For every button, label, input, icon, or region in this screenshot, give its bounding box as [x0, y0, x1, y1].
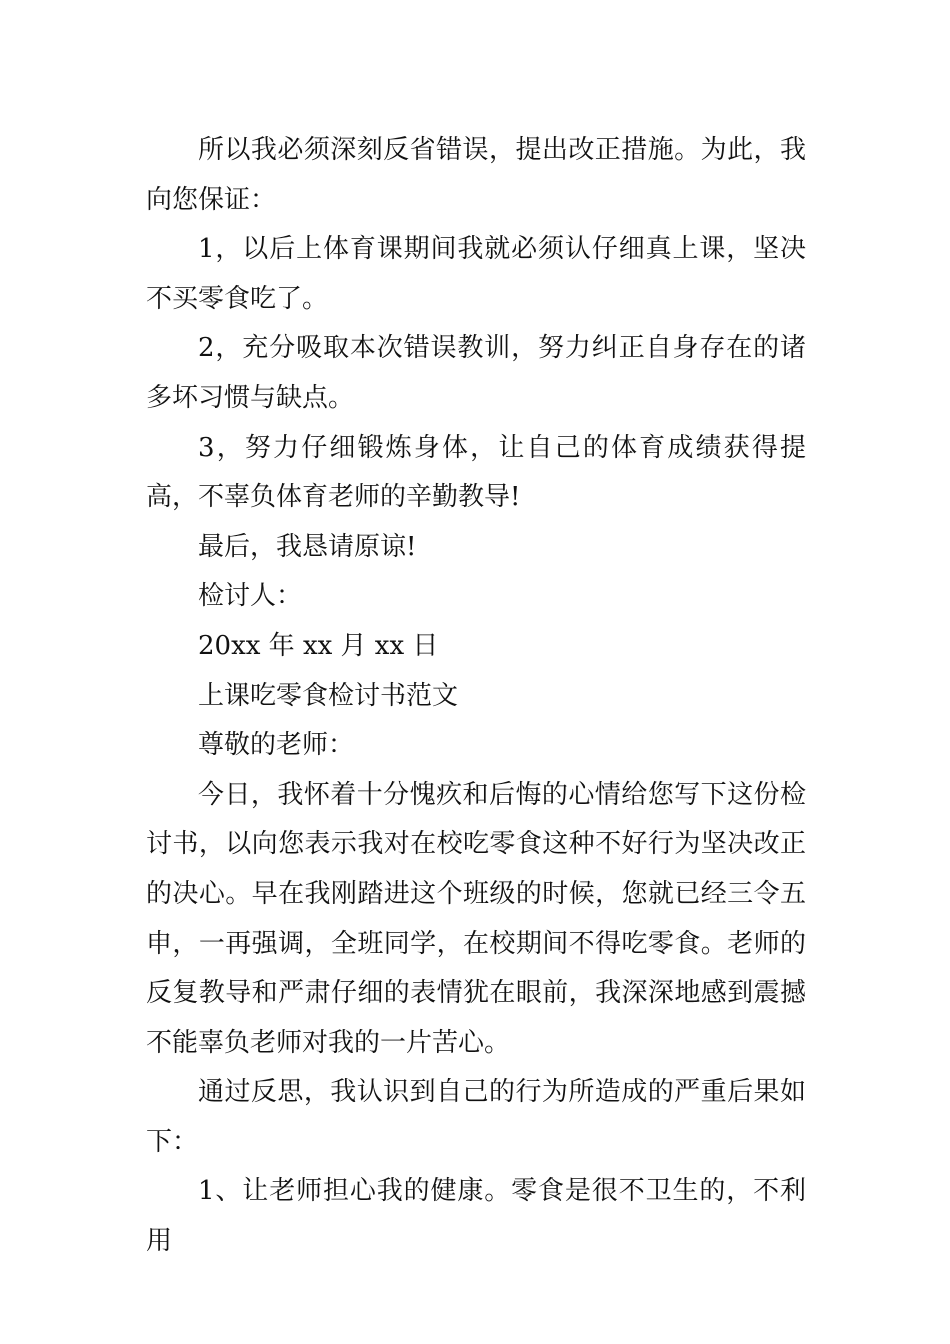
- paragraph-pledge-3: 3，努力仔细锻炼身体，让自己的体育成绩获得提高，不辜负体育老师的辛勤教导!: [146, 432, 806, 513]
- paragraph-closing: 最后，我恳请原谅!: [198, 531, 417, 562]
- date-line: 20xx 年 xx 月 xx 日: [198, 630, 439, 661]
- salutation: 尊敬的老师：: [198, 730, 355, 761]
- section-title: 上课吃零食检讨书范文: [198, 680, 459, 711]
- paragraph-reflection-pledge: 所以我必须深刻反省错误，提出改正措施。为此，我向您保证：: [146, 135, 806, 215]
- paragraph-consequences-intro: 通过反思，我认识到自己的行为所造成的严重后果如下：: [146, 1077, 806, 1157]
- paragraph-consequence-1: 1、让老师担心我的健康。零食是很不卫生的，不利用: [146, 1176, 806, 1257]
- document-body: [146, 126, 806, 1267]
- paragraph-pledge-1: 1，以后上体育课期间我就必须认仔细真上课，坚决不买零食吃了。: [146, 234, 806, 314]
- paragraph-pledge-2: 2，充分吸取本次错误教训，努力纠正自身存在的诸多坏习惯与缺点。: [146, 333, 806, 413]
- paragraph-intro: 今日，我怀着十分愧疚和后悔的心情给您写下这份检讨书，以向您表示我对在校吃零食这种不好行为坚决改正的决心。早在我刚踏进这个班级的时候，您就已经三令五申，一再强调，全班同学，在校期间不得吃零食。老师的反复教导和严肃仔细的表情犹在眼前，我深深地感到震撼不能辜负老师对我的一片苦心。: [146, 779, 806, 1058]
- signature-label: 检讨人：: [198, 581, 303, 612]
